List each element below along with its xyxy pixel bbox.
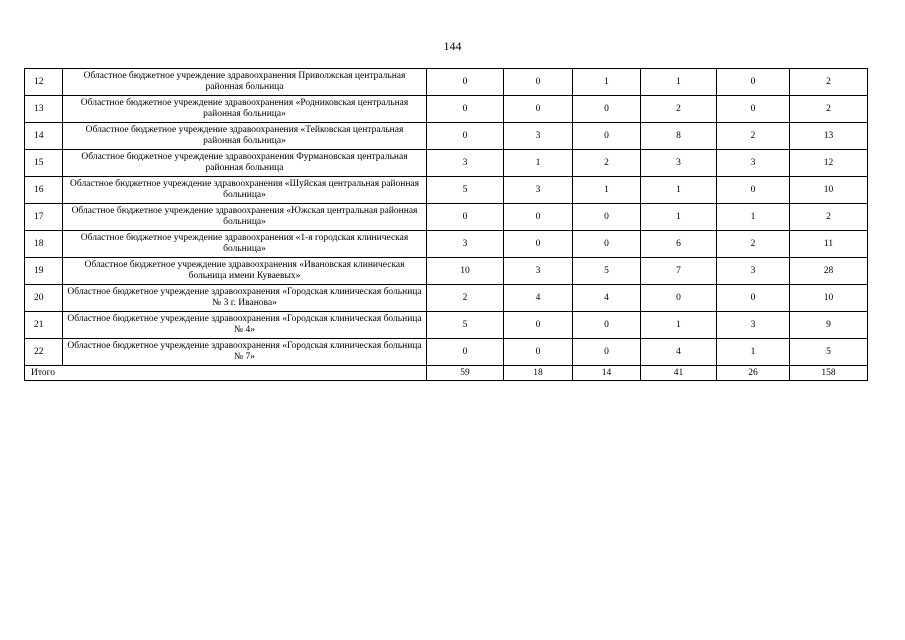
institution-name-cell: Областное бюджетное учреждение здравоохранения «Тейковская центральная районная больница» <box>63 123 427 150</box>
row-number-cell: 21 <box>25 312 63 339</box>
table-row <box>25 204 868 231</box>
hospital-table <box>24 68 868 381</box>
table-row <box>25 69 868 96</box>
page-number: 144 <box>443 39 462 53</box>
value-cell-4: 2 <box>641 96 717 123</box>
value-cell-2: 0 <box>504 339 573 366</box>
table-row <box>25 258 868 285</box>
value-cell-3: 2 <box>573 150 641 177</box>
row-number-cell: 17 <box>25 204 63 231</box>
row-total-cell: 2 <box>790 96 868 123</box>
row-total-cell: 28 <box>790 258 868 285</box>
value-cell-2: 0 <box>504 204 573 231</box>
value-cell-1: 10 <box>427 258 504 285</box>
value-cell-1: 3 <box>427 150 504 177</box>
institution-name-cell: Областное бюджетное учреждение здравоохранения «Шуйская центральная районная больница» <box>63 177 427 204</box>
row-number-cell: 14 <box>25 123 63 150</box>
value-cell-2: 3 <box>504 258 573 285</box>
value-cell-5: 2 <box>717 123 790 150</box>
value-cell-5: 0 <box>717 69 790 96</box>
value-cell-3: 0 <box>573 339 641 366</box>
value-cell-3: 0 <box>573 123 641 150</box>
row-total-cell: 13 <box>790 123 868 150</box>
table-row <box>25 312 868 339</box>
row-number-cell: 15 <box>25 150 63 177</box>
row-number-cell: 13 <box>25 96 63 123</box>
value-cell-3: 0 <box>573 312 641 339</box>
row-total-cell: 9 <box>790 312 868 339</box>
institution-name-cell: Областное бюджетное учреждение здравоохранения «Городская клиническая больница № 4» <box>63 312 427 339</box>
value-cell-1: 0 <box>427 204 504 231</box>
value-cell-1: 0 <box>427 69 504 96</box>
value-cell-1: 5 <box>427 177 504 204</box>
row-total-cell: 2 <box>790 69 868 96</box>
table-row <box>25 177 868 204</box>
total-value-cell-3: 14 <box>573 366 641 381</box>
value-cell-4: 8 <box>641 123 717 150</box>
table-row <box>25 285 868 312</box>
value-cell-4: 7 <box>641 258 717 285</box>
value-cell-5: 1 <box>717 339 790 366</box>
totals-label: Итого <box>25 366 427 381</box>
institution-name-cell: Областное бюджетное учреждение здравоохранения «Городская клиническая больница № 7» <box>63 339 427 366</box>
value-cell-3: 0 <box>573 204 641 231</box>
value-cell-1: 3 <box>427 231 504 258</box>
value-cell-4: 1 <box>641 204 717 231</box>
institution-name-cell: Областное бюджетное учреждение здравоохранения Фурмановская центральная районная больница <box>63 150 427 177</box>
value-cell-1: 0 <box>427 96 504 123</box>
row-total-cell: 11 <box>790 231 868 258</box>
value-cell-2: 4 <box>504 285 573 312</box>
value-cell-1: 2 <box>427 285 504 312</box>
total-value-cell-1: 59 <box>427 366 504 381</box>
table-row <box>25 123 868 150</box>
value-cell-2: 0 <box>504 96 573 123</box>
table-row <box>25 231 868 258</box>
value-cell-5: 0 <box>717 177 790 204</box>
value-cell-3: 0 <box>573 96 641 123</box>
row-number-cell: 12 <box>25 69 63 96</box>
value-cell-4: 3 <box>641 150 717 177</box>
institution-name-cell: Областное бюджетное учреждение здравоохранения «Южская центральная районная больница» <box>63 204 427 231</box>
value-cell-5: 3 <box>717 150 790 177</box>
row-total-cell: 2 <box>790 204 868 231</box>
value-cell-5: 0 <box>717 285 790 312</box>
value-cell-3: 1 <box>573 69 641 96</box>
value-cell-5: 1 <box>717 204 790 231</box>
value-cell-3: 1 <box>573 177 641 204</box>
institution-name-cell: Областное бюджетное учреждение здравоохранения «Городская клиническая больница № 3 г. Иванова» <box>63 285 427 312</box>
value-cell-3: 5 <box>573 258 641 285</box>
table-row <box>25 96 868 123</box>
row-number-cell: 16 <box>25 177 63 204</box>
value-cell-2: 0 <box>504 69 573 96</box>
value-cell-4: 1 <box>641 312 717 339</box>
total-value-cell-2: 18 <box>504 366 573 381</box>
row-number-cell: 22 <box>25 339 63 366</box>
value-cell-1: 0 <box>427 339 504 366</box>
value-cell-4: 4 <box>641 339 717 366</box>
value-cell-2: 1 <box>504 150 573 177</box>
institution-name-cell: Областное бюджетное учреждение здравоохранения «1-я городская клиническая больница» <box>63 231 427 258</box>
totals-row <box>25 366 868 381</box>
value-cell-2: 3 <box>504 177 573 204</box>
table-body <box>25 69 868 381</box>
row-total-cell: 5 <box>790 339 868 366</box>
value-cell-5: 0 <box>717 96 790 123</box>
institution-name-cell: Областное бюджетное учреждение здравоохранения Приволжская центральная районная больница <box>63 69 427 96</box>
value-cell-1: 0 <box>427 123 504 150</box>
value-cell-5: 2 <box>717 231 790 258</box>
value-cell-4: 0 <box>641 285 717 312</box>
value-cell-5: 3 <box>717 258 790 285</box>
total-value-cell-5: 26 <box>717 366 790 381</box>
row-total-cell: 10 <box>790 177 868 204</box>
value-cell-2: 0 <box>504 312 573 339</box>
total-value-cell-4: 41 <box>641 366 717 381</box>
institution-name-cell: Областное бюджетное учреждение здравоохранения «Ивановская клиническая больница имени Куваевых» <box>63 258 427 285</box>
value-cell-3: 4 <box>573 285 641 312</box>
value-cell-1: 5 <box>427 312 504 339</box>
value-cell-4: 1 <box>641 177 717 204</box>
value-cell-4: 6 <box>641 231 717 258</box>
value-cell-2: 3 <box>504 123 573 150</box>
row-total-cell: 10 <box>790 285 868 312</box>
institution-name-cell: Областное бюджетное учреждение здравоохранения «Родниковская центральная районная больница» <box>63 96 427 123</box>
row-number-cell: 18 <box>25 231 63 258</box>
row-number-cell: 20 <box>25 285 63 312</box>
value-cell-3: 0 <box>573 231 641 258</box>
table-row <box>25 150 868 177</box>
row-number-cell: 19 <box>25 258 63 285</box>
value-cell-4: 1 <box>641 69 717 96</box>
row-total-cell: 12 <box>790 150 868 177</box>
grand-total-cell: 158 <box>790 366 868 381</box>
value-cell-5: 3 <box>717 312 790 339</box>
table-row <box>25 339 868 366</box>
value-cell-2: 0 <box>504 231 573 258</box>
